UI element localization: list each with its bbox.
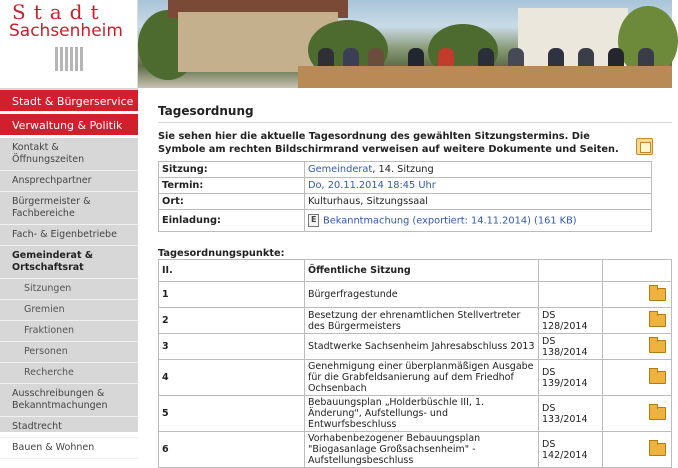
session-info-table [158,161,652,232]
sidebar [0,88,138,453]
info-row-einladung [159,210,652,232]
nav-recherche[interactable]: Recherche [0,363,138,384]
header-ds [539,260,603,282]
nav-bauen-wohnen[interactable]: Bauen & Wohnen [0,438,138,459]
topic-nr: 2 [159,308,305,334]
info-value [305,178,652,194]
nav-gemeinderat[interactable]: Gemeinderat & Ortschaftsrat [0,246,138,279]
document-icon[interactable] [308,214,319,227]
info-row-sitzung [159,162,652,178]
crest-icon [55,47,83,71]
nav-fachbetriebe[interactable]: Fach- & Eigenbetriebe [0,225,138,246]
topic-title[interactable]: Bebauungsplan „Holderbüschle III, 1. Änderung", Aufstellungs- und Entwurfsbeschluss [305,396,539,432]
topic-icons [603,334,672,360]
gremium-link[interactable]: Gemeinderat [308,164,373,175]
folder-icon[interactable] [649,443,666,456]
table-row [159,396,672,432]
nav-ansprechpartner[interactable]: Ansprechpartner [0,171,138,192]
header-icons [603,260,672,282]
topic-icons [603,360,672,396]
folder-icon[interactable] [649,288,666,301]
termin-link[interactable]: Do, 20.11.2014 18:45 Uhr [308,180,436,191]
nav-sitzungen[interactable]: Sitzungen [0,279,138,300]
info-value: Kulturhaus, Sitzungssaal [305,194,652,210]
nav-kontakt[interactable]: Kontakt & Öffnungszeiten [0,138,138,171]
topic-icons [603,282,672,308]
topic-ds[interactable]: DS 139/2014 [539,360,603,396]
info-row-ort [159,194,652,210]
info-icon[interactable] [636,138,653,155]
table-row [159,432,672,468]
logo-line-1: Stadt [12,0,107,24]
topic-title[interactable]: Genehmigung einer überplanmäßigen Ausgabe für die Grabfeldsanierung auf dem Friedhof Ochsenbach [305,360,539,396]
folder-icon[interactable] [649,371,666,384]
topics-label: Tagesordnungspunkte: [158,248,285,259]
nav-stadt-buergerservice[interactable]: Stadt & Bürgerservice [0,90,138,114]
topic-nr: 6 [159,432,305,468]
table-row [159,334,672,360]
header-title: Öffentliche Sitzung [305,260,539,282]
topic-title[interactable]: Vorhabenbezogener Bebauungsplan "Biogasanlage Großsachsenheim" - Aufstellungsbeschluss [305,432,539,468]
folder-icon[interactable] [649,314,666,327]
info-key: Einladung: [159,210,305,232]
info-key: Ort: [159,194,305,210]
info-value [305,210,652,232]
nav-buergermeister[interactable]: Bürgermeister & Fachbereiche [0,192,138,225]
topic-ds[interactable]: DS 138/2014 [539,334,603,360]
nav-personen[interactable]: Personen [0,342,138,363]
topic-ds[interactable]: DS 133/2014 [539,396,603,432]
topic-ds[interactable]: DS 142/2014 [539,432,603,468]
topic-ds[interactable]: DS 128/2014 [539,308,603,334]
topic-nr: 3 [159,334,305,360]
nav-fraktionen[interactable]: Fraktionen [0,321,138,342]
info-row-termin [159,178,652,194]
topic-nr: 4 [159,360,305,396]
topic-nr: 1 [159,282,305,308]
topic-icons [603,308,672,334]
folder-icon[interactable] [649,340,666,353]
topic-nr: 5 [159,396,305,432]
topic-icons [603,396,672,432]
topic-ds [539,282,603,308]
topics-table [158,259,672,468]
folder-icon[interactable] [649,407,666,420]
nav-ausschreibungen[interactable]: Ausschreibungen & Bekanntmachungen [0,384,138,417]
nav-stadtrecht[interactable]: Stadtrecht [0,417,138,438]
table-row [159,282,672,308]
table-row [159,360,672,396]
page-title: Tagesordnung [158,104,254,118]
session-number: , 14. Sitzung [372,164,434,175]
header-photo [138,0,672,88]
logo-line-2: Sachsenheim [9,21,123,41]
einladung-link[interactable]: Bekanntmachung (exportiert: 14.11.2014) (161 KB) [323,215,577,227]
topic-icons [603,432,672,468]
title-divider [158,122,672,123]
topics-header-row [159,260,672,282]
nav-verwaltung-politik[interactable]: Verwaltung & Politik [0,114,138,138]
nav-gremien[interactable]: Gremien [0,300,138,321]
info-key: Sitzung: [159,162,305,178]
topic-title[interactable]: Bürgerfragestunde [305,282,539,308]
city-logo[interactable] [0,0,138,88]
topic-title[interactable]: Stadtwerke Sachsenheim Jahresabschluss 2013 [305,334,539,360]
info-key: Termin: [159,178,305,194]
topic-title[interactable]: Besetzung der ehrenamtlichen Stellvertreter des Bürgermeisters [305,308,539,334]
info-value [305,162,652,178]
intro-text: Sie sehen hier die aktuelle Tagesordnung des gewählten Sitzungstermins. Die Symbole am rechten Bildschirmrand verweisen auf weitere Dokumente und Seiten. [158,131,619,155]
header [0,0,672,88]
main-content [138,88,672,466]
table-row [159,308,672,334]
header-nr: II. [159,260,305,282]
